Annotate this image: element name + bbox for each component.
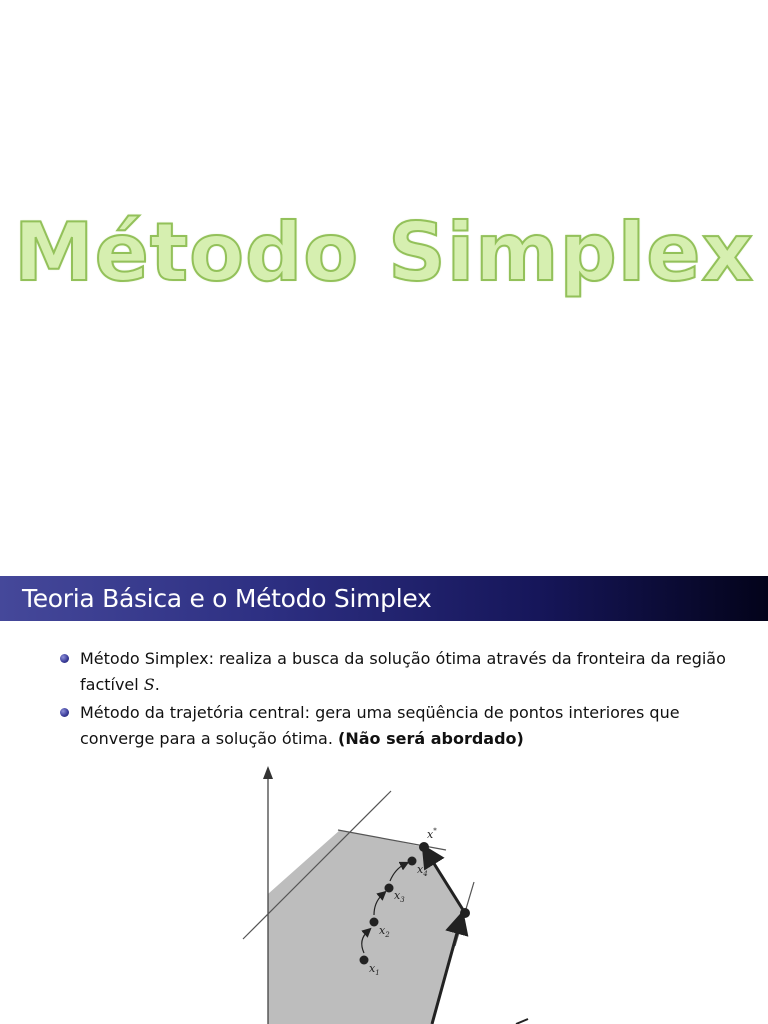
bullet-text: Método da trajetória central: gera uma seqüência de pontos interiores que converge para a solução ótima. — [80, 703, 680, 748]
slide-header-title: Teoria Básica e o Método Simplex — [22, 584, 432, 613]
simplex-diagram — [0, 576, 768, 1024]
interior-point — [370, 918, 379, 927]
y-axis-arrow-icon — [263, 766, 273, 779]
optimum-label: x* — [427, 827, 437, 841]
math-symbol-s: S — [143, 675, 155, 694]
bullet-text: Método Simplex: realiza a busca da solução ótima através da fronteira da região factível — [80, 649, 726, 694]
main-title: Método Simplex — [13, 206, 755, 299]
vertex-point — [460, 908, 470, 918]
optimum-point — [419, 842, 429, 852]
point-label-x2: $x_2$ — [379, 924, 390, 939]
point-label-x1: $x_1$ — [369, 962, 380, 977]
interior-point — [385, 884, 394, 893]
slide-image — [0, 576, 768, 1024]
bullet-emphasis: (Não será abordado) — [338, 729, 524, 748]
interior-point — [408, 857, 417, 866]
interior-point — [360, 956, 369, 965]
feasible-region — [268, 830, 465, 1024]
point-label-x3: $x_3$ — [394, 889, 405, 904]
point-label-x4: $x_4$ — [417, 863, 428, 878]
bullet-suffix: . — [154, 675, 160, 694]
boundary-edge — [516, 1019, 528, 1024]
